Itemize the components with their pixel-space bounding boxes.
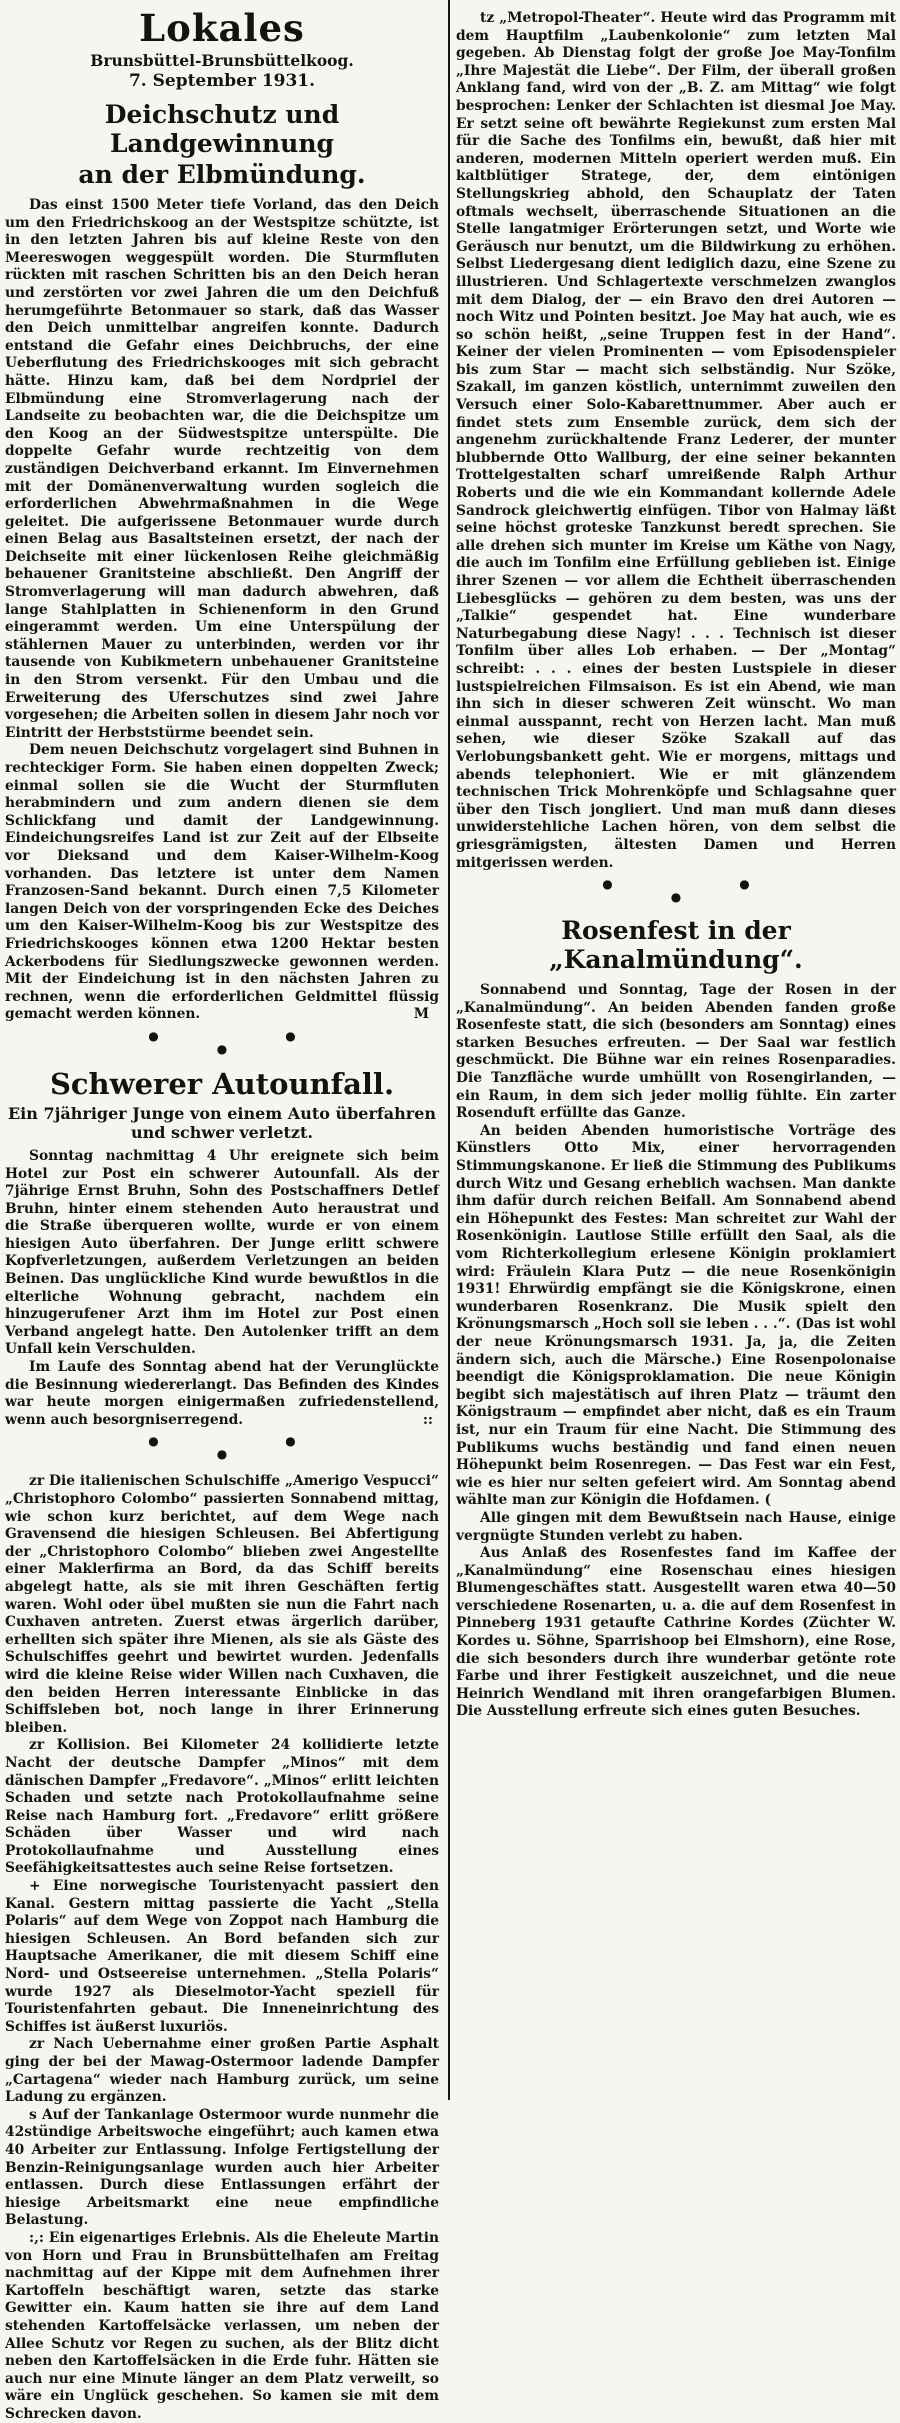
news-item-tankanlage xyxy=(5,2107,439,2230)
masthead-date: 7. September 1931. xyxy=(128,71,316,91)
item-marker: zr xyxy=(29,1473,45,1490)
divider-dot-icon: ● xyxy=(216,1447,228,1462)
news-item-erlebnis xyxy=(5,2230,439,2423)
item-marker: s xyxy=(29,2106,37,2123)
item-lead: Die italienischen Schulschiffe „Amerigo Vespucci“ „Christophoro Colombo“ xyxy=(5,1473,439,1507)
item-body: Als die Eheleute Martin von Horn und Frau in Brunsbüttelhafen am Freitag nachmittag auf der Kippe mit dem Aufnehmen ihrer Kartoffeln beschäftigt waren, setzte das starke Gewitter ein. Kaum hatten sie ihre auf dem Land stehenden Kartoffelsäcke verlassen, um neben der Allee Schutz vor Regen zu suchen, als der Blitz dicht neben den Kartoffelsäcken in die Erde fuhr. Hätten sie auch nur eine Minute länger an dem Platz verweilt, so wäre ein Unglück geschehen. So kamen sie mit dem Schrecken davon. xyxy=(5,2229,439,2422)
item-lead: Ein eigenartiges Erlebnis. xyxy=(48,2229,251,2246)
divider-dot-icon: ● xyxy=(739,877,750,892)
end-mark: :: xyxy=(422,1411,433,1428)
masthead-place: Brunsbüttel-Brunsbüttelkoog. xyxy=(90,51,354,70)
item-lead: Auf der Tankanlage Ostermoor xyxy=(41,2106,282,2123)
paragraph: Alle gingen mit dem Bewußtsein nach Hause, einige vergnügte Stunden verlebt zu haben. xyxy=(456,1509,896,1544)
masthead xyxy=(5,8,439,92)
item-body: passierten Sonnabend mittag, wie schon kurz berichtet, auf dem Wege nach Gravensend die hiesigen Schleusen. Bei Abfertigung der „Christophoro Colombo“ blieben zwei Angestellte einer Maklerfirma an Bord, da das Schiff bereits abgelegt hatte, als sie mit ihren Geschäften fertig waren. Wohl oder übel mußten sie nun die Fahrt nach Cuxhaven antreten. Zuerst etwas ärgerlich darüber, erhellten sich später ihre Mienen, als sie als Gäste des Schulschiffes geehrt und bewirtet wurden. Jedenfalls wird die kleine Reise wider Willen nach Cuxhaven, die den beiden Herren interessante Einblicke in das Schiffsleben bot, noch lange in ihrer Erinnerung bleiben. xyxy=(5,1491,439,1736)
paragraph xyxy=(5,742,439,1024)
right-column xyxy=(456,0,900,2423)
divider-dot-icon: ● xyxy=(285,1434,296,1449)
page-title: Lokales xyxy=(139,6,305,50)
item-lead: Kollision. xyxy=(56,1737,131,1754)
item-body: wurde nunmehr die 42stündige Arbeitswoche eingeführt; auch kamen etwa 40 Arbeiter zur Entlassung. Infolge Fertigstellung der Benzin-Reinigungsanlage wurden auch hier Arbeiter entlassen. Durch diese Entlassungen erfährt der hiesige Arbeitsmarkt eine neue empfindliche Belastung. xyxy=(5,2106,439,2229)
section-divider xyxy=(5,1030,439,1064)
paragraph: Sonntag nachmittag 4 Uhr ereignete sich beim Hotel zur Post ein schwerer Autounfall. Als der 7jährige Ernst Bruhn, Sohn des Postschaffners Detlef Bruhn, hinter einem stehenden Auto heraustrat und die Straße überqueren wollte, wurde er von einem hiesigen Auto überfahren. Der Junge erlitt schwere Kopfverletzungen, außerdem Verletzungen an beiden Beinen. Das unglückliche Kind wurde bewußtlos in die elterliche Wohnung gebracht, nachdem ein hinzugerufener Arzt ihm im Hotel zur Post einen Verband angelegt hatte. Den Autolenker trifft an dem Unfall kein Verschulden. xyxy=(5,1147,439,1358)
divider-dot-icon: ● xyxy=(148,1434,159,1449)
item-marker: zr xyxy=(29,2036,45,2053)
divider-dot-icon: ● xyxy=(216,1041,228,1056)
article-headline-line2: an der Elbmündung. xyxy=(78,160,366,189)
item-marker: + xyxy=(29,1878,41,1895)
news-item-touristenyacht xyxy=(5,1878,439,2036)
item-lead: Nach Uebernahme einer großen Partie Asphalt xyxy=(53,2036,439,2053)
item-marker: :,: xyxy=(29,2229,44,2246)
article-headline: Rosenfest in der „Kanalmündung“. xyxy=(549,916,803,975)
article-subhead-line1: Ein 7jähriger Junge von einem Auto überfahren xyxy=(7,1103,437,1123)
divider-dot-icon: ● xyxy=(602,877,613,892)
paragraph xyxy=(5,1359,439,1429)
author-initial: M xyxy=(413,1006,429,1023)
column-divider-rule xyxy=(448,0,450,2100)
item-lead: „Metropol-Theater“. xyxy=(499,10,656,26)
paragraph: An beiden Abenden humoristische Vorträge des Künstlers Otto Mix, einer hervorragenden Stimmungskanone. Er ließ die Stimmung des Publikums durch Witz und Gesang erheblich wachsen. Man dankte ihm dafür durch reichen Beifall. Am Sonnabend abend ein Höhepunkt des Festes: Man schreitet zur Wahl der Rosenkönigin. Lautlose Stille erfüllt den Saal, als die vom Richterkollegium erlesene Königin proklamiert wird: Fräulein Klara Putz — die neue Rosenkönigin 1931! Ehrwürdig empfängt sie die Königskrone, einen wunderbaren Rosenkranz. Die Musik spielt den Krönungsmarsch „Hoch soll sie leben . . .“. (Das ist wohl der neue Krönungsmarsch 1931. Ja, ja, die Zeiten ändern sich, auch die Märsche.) Eine Rosenpolonaise beendigt die Königsproklamation. Die neue Königin begibt sich majestätisch auf ihren Platz — träumt den Königstraum — empfindet aber nicht, daß es ein Traum ist, nur ein Traum für eine Nacht. Die Stimmung des Publikums wuchs beständig und fand einen neuen Höhepunkt beim Rosenregen. — Das Fest war ein Fest, wie es hier nur selten gefeiert wird. Am Sonntag abend wählte man zur Königin die Hofdamen. ( xyxy=(456,1122,896,1509)
article-headline: Schwerer Autounfall. xyxy=(49,1066,395,1101)
divider-dot-icon: ● xyxy=(148,1028,159,1043)
item-marker: zr xyxy=(29,1737,45,1754)
left-column xyxy=(0,0,442,2423)
item-lead: Eine norwegische Touristenyacht passiert den Kanal. xyxy=(5,1878,439,1912)
news-item-asphalt xyxy=(5,2036,439,2106)
item-body: Gestern mittag passierte die Yacht „Stella Polaris“ auf dem Wege von Zoppot nach Hamburg die hiesigen Schleusen. An Bord befanden sich zur Hauptsache Amerikaner, die mit diesem Schiff eine Nord- und Ostseereise unternehmen. „Stella Polaris“ wurde 1927 als Dieselmotor-Yacht speziell für Touristenfahrten gebaut. Die Inneneinrichtung des Schiffes ist äußerst luxuriös. xyxy=(5,1895,439,2035)
article-deichschutz xyxy=(5,100,439,1024)
section-divider xyxy=(456,878,896,912)
item-marker: tz xyxy=(480,10,495,26)
news-item-schulschiffe xyxy=(5,1473,439,1737)
section-divider xyxy=(5,1435,439,1469)
divider-dot-icon: ● xyxy=(285,1028,296,1043)
article-rosenfest xyxy=(456,916,896,1721)
news-item-kollision xyxy=(5,1737,439,1878)
paragraph-text: Dem neuen Deichschutz vorgelagert sind Buhnen in rechteckiger Form. Sie haben einen doppelten Zweck; einmal sollen sie die Wucht der Sturmfluten herabmindern und zum andern dienen sie dem Schlickfang und damit der Landgewinnung. Eindeichungsreifes Land ist zur Zeit auf der Elbseite vor Dieksand und dem Kaiser-Wilhelm-Koog vorhanden. Das letztere ist unter dem Namen Franzosen-Sand bekannt. Durch einen 7,5 Kilometer langen Deich von der vorspringenden Ecke des Deiches um den Kaiser-Wilhelm-Koog bis zur Westspitze des Friedrichskooges können etwa 1200 Hektar besten Ackerbodens für Siedlungszwecke gewonnen werden. Mit der Eindeichung ist in den nächsten Jahren zu rechnen, wenn die erforderlichen Geldmittel flüssig gemacht werden können. xyxy=(5,742,439,1023)
paragraph: Sonnabend und Sonntag, Tage der Rosen in der „Kanalmündung“. An beiden Abenden fanden große Rosenfeste statt, die sich (besonders am Sonntag) eines starken Besuches erfreuten. — Der Saal war festlich geschmückt. Die Bühne war ein reines Rosenparadies. Die Tanzfläche wurde umhüllt von Rosengirlanden, — ein Raum, in dem sich jeder mollig fühlte. Ein zarter Rosenduft erfüllte das Ganze. xyxy=(456,982,896,1122)
paragraph: Das einst 1500 Meter tiefe Vorland, das den Deich um den Friedrichskoog an der Westspitze schützte, ist in den letzten Jahren bis auf kleine Reste von den Meereswogen weggespült worden. Die Sturmfluten rückten mit raschen Schritten bis an den Deich heran und zerstörten vor zwei Jahren die um den Deichfuß herumgeführte Betonmauer so stark, daß das Wasser den Deich unmittelbar angreifen konnte. Dadurch entstand die Gefahr eines Deichbruchs, der eine Ueberflutung des Friedrichskooges mit sich gebracht hätte. Hinzu kam, daß bei dem Nordpriel der Elbmündung eine Stromverlagerung nach der Landseite zu beobachten war, die die Deichspitze um den Koog an der Südwestspitze unterspülte. Die doppelte Gefahr wurde rechtzeitig von dem zuständigen Deichverband erkannt. Im Einvernehmen mit der Domänenverwaltung wurden sogleich die erforderlichen Abwehrmaßnahmen in die Wege geleitet. Die aufgerissene Betonmauer wurde durch einen Belag aus Basaltsteinen ersetzt, der nach der Deichseite mit einer lückenlosen Reihe gleichmäßig behauener Granitsteine abschließt. Den Angriff der Stromverlagerung will man dadurch abwehren, daß lange Stahlplatten in Schienenform in den Grund eingerammt werden. Um eine Unterspülung der stählernen Mauer zu unterbinden, werden vor ihr tausende von Kubikmetern unbehauener Granitsteine in den Strom versenkt. Für den Umbau und die Erweiterung des Uferschutzes sind zwei Jahre vorgesehen; die Arbeiten sollen in diesem Jahr noch vor Eintritt der Herbststürme beendet sein. xyxy=(5,197,439,741)
paragraph-text: Im Laufe des Sonntag abend hat der Verunglückte die Besinnung wiedererlangt. Das Befinden des Kindes war heute morgen einigermaßen zufriedenstellend, wenn auch besorgniserregend. xyxy=(5,1359,439,1428)
item-body: Heute wird das Programm mit dem Hauptfilm „Laubenkolonie“ zum letzten Mal gegeben. Ab Dienstag folgt der große Joe May-Tonfilm „Ihre Majestät die Liebe“. Der Film, der überall großen Anklang fand, wird von der „B. Z. am Mittag“ wie folgt besprochen: Lenker der Schlachten ist diesmal Joe May. Er setzt seine oft bewährte Regiekunst zum ersten Mal für die Sache des Tonfilms ein, bewußt, daß hier mit anderen, modernen Mitteln operiert werden muß. Ein kaltblütiger Stratege, der, dem eintönigen Stellungskrieg abhold, den Schauplatz der Taten oftmals wechselt, überraschende Situationen an die Stelle langatmiger Erörterungen setzt, und Worte wie Geräusch nur benutzt, um die Bildwirkung zu erhöhen. Selbst Liedergesang dient lediglich dazu, eine Szene zu illustrieren. Und Schlagertexte verschmelzen zwanglos mit dem Dialog, der — ein Bravo den drei Autoren — noch Witz und Pointen besitzt. Joe May hat auch, wie es so schön heißt, „seine Truppen fest in der Hand“. Keiner der vielen Prominenten — vom Episodenspieler bis zum Star — macht sich selbständig. Nur Szöke, Szakall, im ganzen köstlich, unternimmt zuweilen den Versuch einer Solo-Kabarettnummer. Aber auch er findet stets zum Ensemble zurück, dem sich der angenehm zurückhaltende Franz Lederer, der munter blubbernde Otto Wallburg, der eine seiner bekannten Trottelgestalten scharf umreißende Ralph Arthur Roberts und die wie ein Kommandant kollernde Adele Sandrock gleichwertig einfügen. Tibor von Halmay läßt seine höchst groteske Tanzkunst beredt sprechen. Sie alle drehen sich munter im Kreise um Käthe von Nagy, die auch im Tonfilm eine Erfüllung geblieben ist. Einige ihrer Szenen — vor allem die Echtheit überraschenden Liebesglücks — gehören zu dem besten, was uns der „Talkie“ gespendet hat. Eine wunderbare Naturbegabung diese Nagy! . . . Technisch ist dieser Tonfilm über alles Lob erhaben. — Der „Montag“ schreibt: . . . eines der besten Lustspiele in dieser lustspielreichen Filmsaison. Es ist ein Abend, wie man ihn sich in dieser schweren Zeit wünscht. Wo man einmal ausspannt, recht von Herzen lacht. Man muß sehen, wie dieser Szöke Szakall auf das Verlobungsbankett geht. Wie er morgens, mittags und abends telephoniert. Wie er mit glänzendem technischen Trick Mohrenköpfe und Schlagsahne quer über den Tisch jongliert. Und man muß dann dieses unwiderstehliche Lachen hören, von dem selbst die griesgrämigsten, ältesten Damen und Herren mitgerissen werden. xyxy=(456,10,896,871)
divider-dot-icon: ● xyxy=(670,890,682,905)
article-headline-line1: Deichschutz und Landgewinnung xyxy=(104,100,340,158)
article-subhead-line2: und schwer verletzt. xyxy=(131,1122,313,1142)
item-body: ging der bei der Mawag-Ostermoor ladende Dampfer „Cartagena“ wieder nach Hamburg zurück, um seine Ladung zu ergänzen. xyxy=(5,2054,439,2106)
item-body: Bei Kilometer 24 kollidierte letzte Nacht der deutsche Dampfer „Minos“ mit dem dänischen Dampfer „Fredavore“. „Minos“ erlitt leichten Schaden und setzte nach Protokollaufnahme seine Reise nach Hamburg fort. „Fredavore“ erlitt größere Schäden über Wasser und wird nach Protokollaufnahme und Ausstellung eines Seefähigkeitsattestes auch seine Reise fortsetzen. xyxy=(5,1737,439,1877)
article-autounfall xyxy=(5,1068,439,1430)
paragraph: Aus Anlaß des Rosenfestes fand im Kaffee der „Kanalmündung“ eine Rosenschau eines hiesigen Blumengeschäftes statt. Ausgestellt waren etwa 40—50 verschiedene Rosenarten, u. a. die auf dem Rosenfest in Pinneberg 1931 getaufte Cathrine Kordes (Züchter W. Kordes u. Söhne, Sparrishoop bei Elmshorn), eine Rose, die sich besonders durch ihre wunderbar getönte rote Farbe und ihrer Festigkeit auszeichnet, und die neue Heinrich Wendland mit ihren orangefarbigen Blumen. Die Ausstellung erfreute sich eines guten Besuches. xyxy=(456,1545,896,1720)
news-item-metropol-theater xyxy=(456,10,896,872)
